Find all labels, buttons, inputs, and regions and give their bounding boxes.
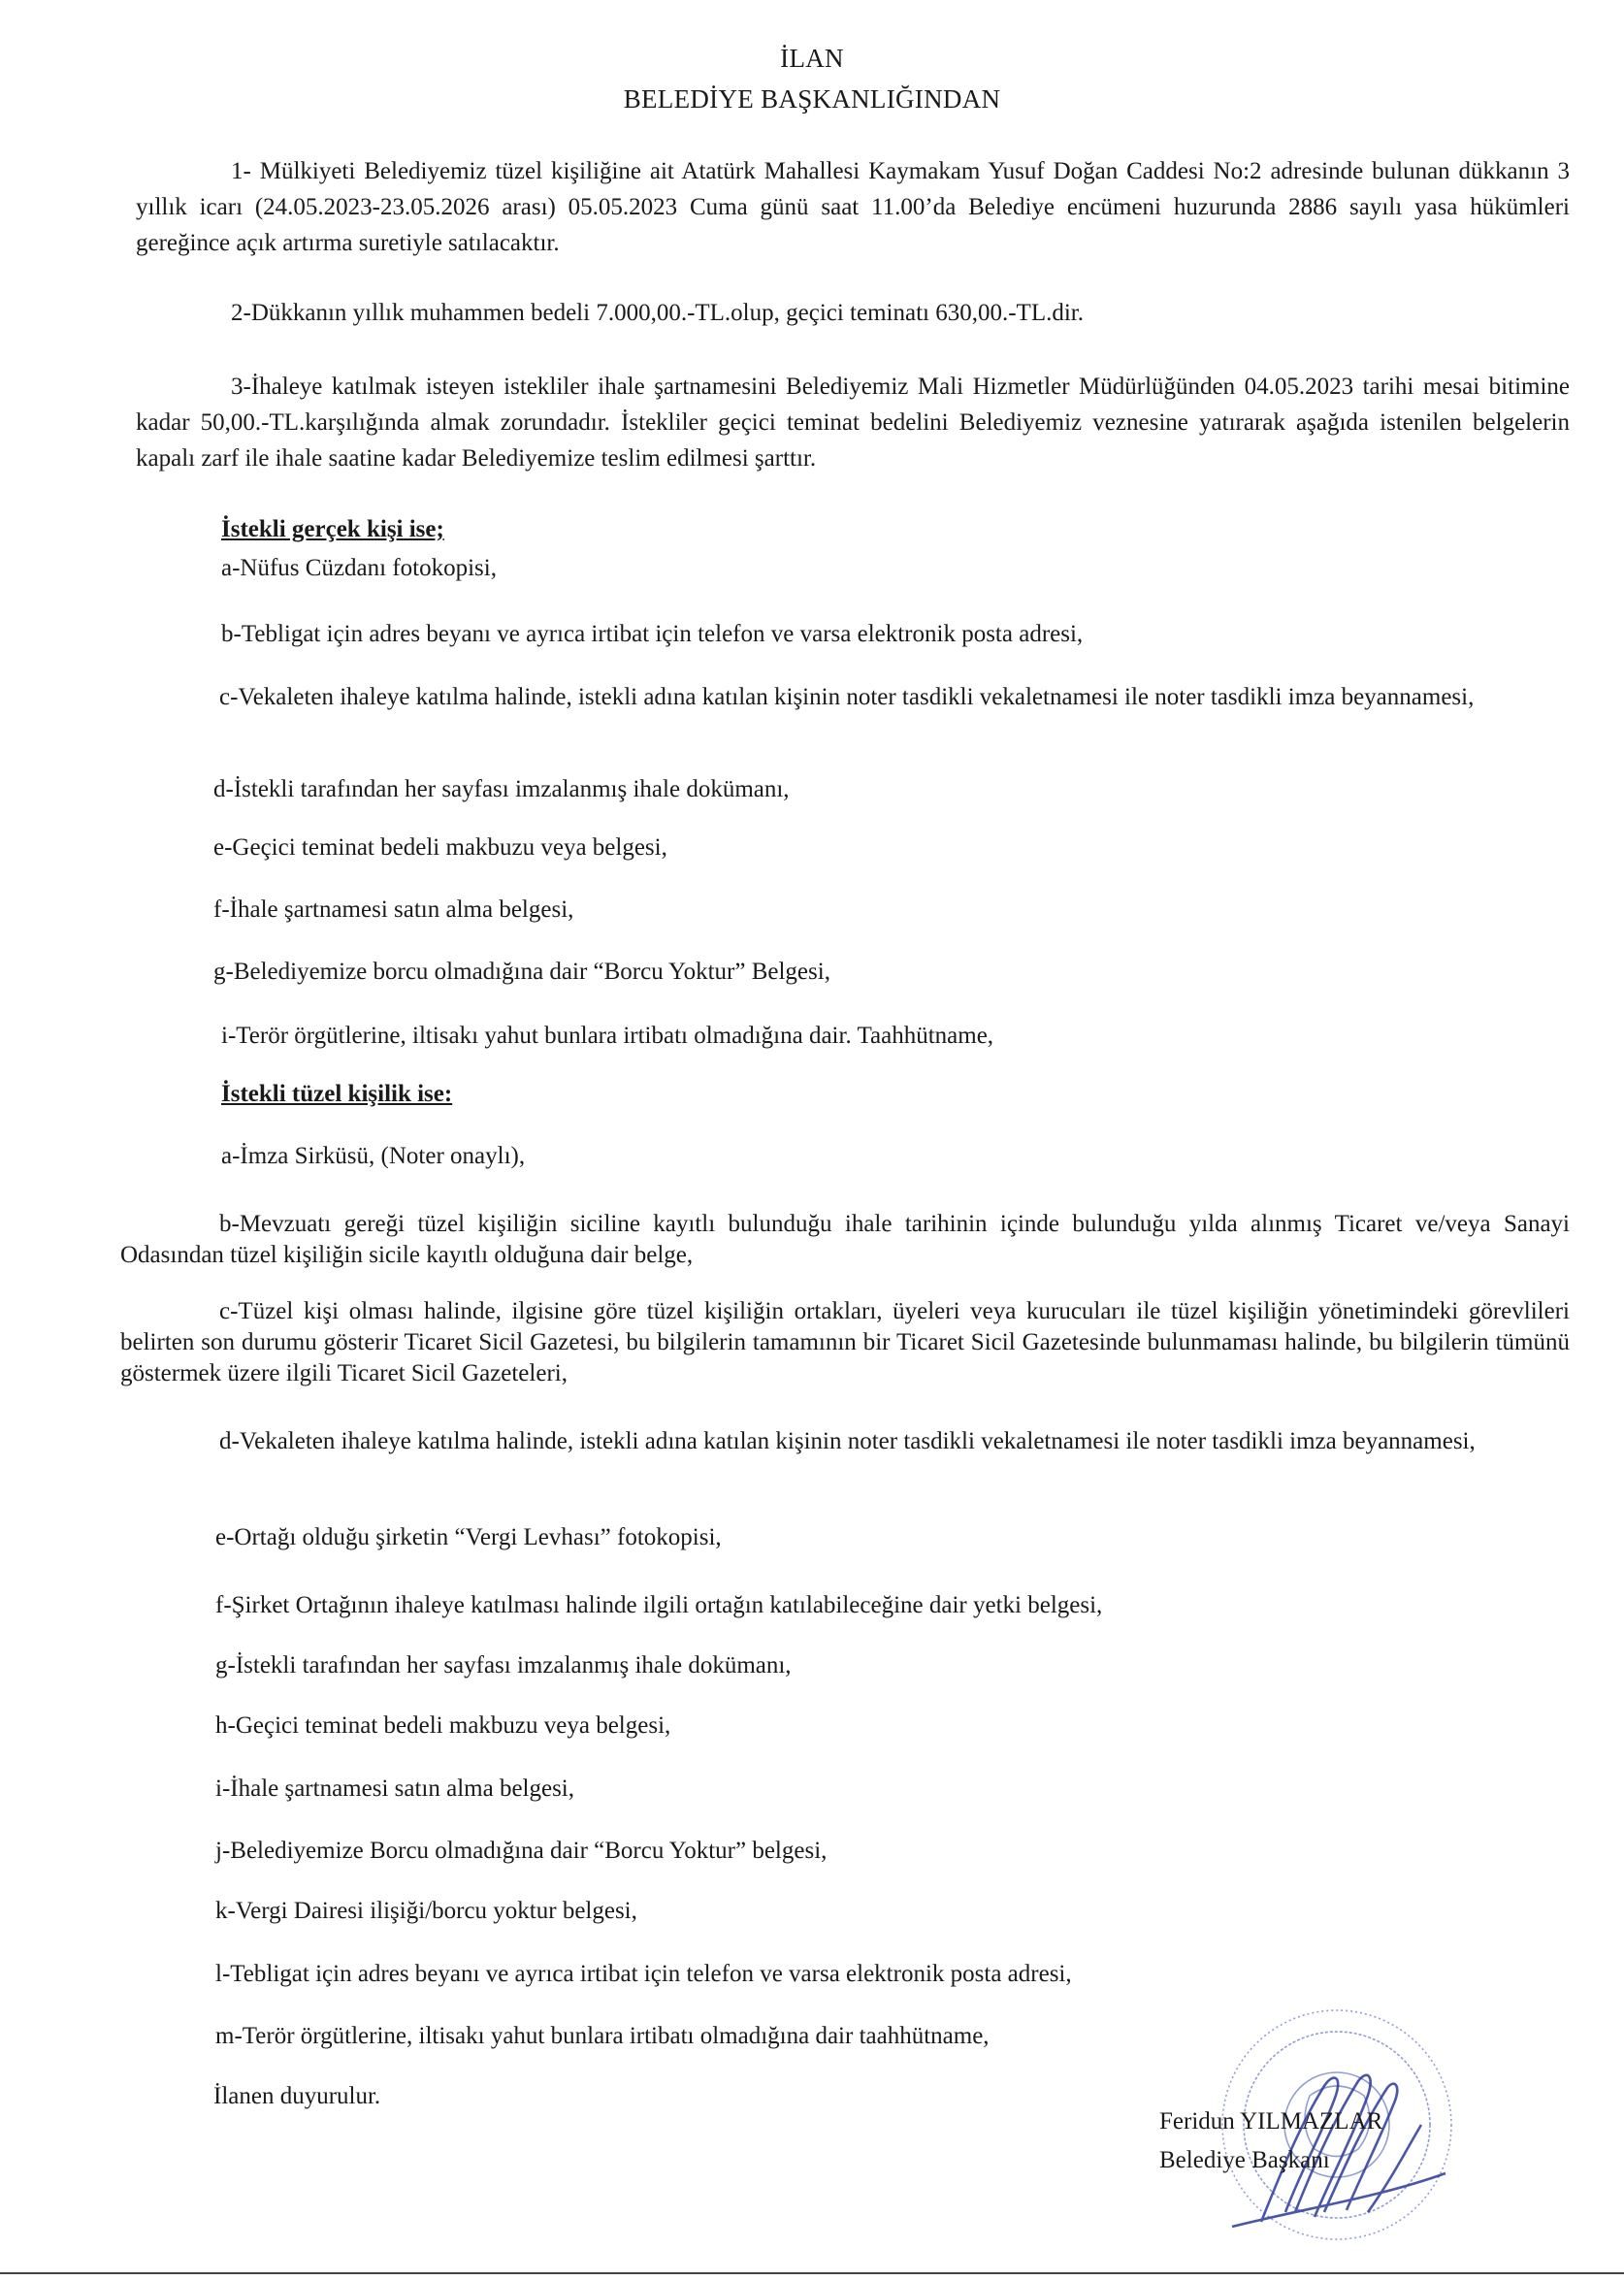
list-item: l-Tebligat için adres beyanı ve ayrıca irtibat için telefon ve varsa elektronik posta adresi, bbox=[215, 1961, 1072, 1987]
list-item: b-Mevzuatı gereği tüzel kişiliğin siciline kayıtlı bulunduğu ihale tarihinin içinde bulunduğu yılda alınmış Ticaret ve/veya Sanayi Odasından tüzel kişiliğin sicile kayıtlı olduğuna dair belge, bbox=[120, 1211, 1570, 1268]
list-item: k-Vergi Dairesi ilişiği/borcu yoktur belgesi, bbox=[215, 1898, 637, 1924]
list-item: c-Vekaleten ihaleye katılma halinde, istekli adına katılan kişinin noter tasdikli vekaletnamesi ile noter tasdikli imza beyannamesi, bbox=[219, 684, 1475, 710]
closing-statement: İlanen duyurulur. bbox=[213, 2083, 381, 2109]
list-item: i-Terör örgütlerine, iltisakı yahut bunlara irtibatı olmadığına dair. Taahhütname, bbox=[221, 1023, 994, 1049]
list-item: g-İstekli tarafından her sayfası imzalanmış ihale dokümanı, bbox=[215, 1652, 792, 1678]
paragraph-2: 2-Dükkanın yıllık muhammen bedeli 7.000,00.-TL.olup, geçici teminatı 630,00.-TL.dir. bbox=[231, 300, 1084, 326]
list-item: b-Tebligat için adres beyanı ve ayrıca irtibat için telefon ve varsa elektronik posta adresi, bbox=[221, 621, 1084, 647]
section-heading-real-person: İstekli gerçek kişi ise; bbox=[221, 516, 444, 542]
list-item: a-İmza Sirküsü, (Noter onaylı), bbox=[221, 1143, 526, 1169]
list-item: d-Vekaleten ihaleye katılma halinde, istekli adına katılan kişinin noter tasdikli vekaletnamesi ile noter tasdikli imza beyannamesi, bbox=[219, 1428, 1476, 1454]
bottom-divider bbox=[0, 2272, 1624, 2274]
signatory-name: Feridun YILMAZLAR bbox=[1159, 2108, 1383, 2134]
list-item: i-İhale şartnamesi satın alma belgesi, bbox=[215, 1776, 575, 1802]
signatory-title: Belediye Başkanı bbox=[1159, 2147, 1330, 2173]
list-item: e-Ortağı olduğu şirketin “Vergi Levhası” fotokopisi, bbox=[215, 1524, 722, 1550]
list-item: j-Belediyemize Borcu olmadığına dair “Borcu Yoktur” belgesi, bbox=[215, 1838, 828, 1864]
document-title: İLAN bbox=[780, 44, 844, 73]
section-heading-legal-entity: İstekli tüzel kişilik ise: bbox=[221, 1081, 453, 1107]
list-item: d-İstekli tarafından her sayfası imzalanmış ihale dokümanı, bbox=[213, 776, 790, 802]
list-item: e-Geçici teminat bedeli makbuzu veya belgesi, bbox=[213, 834, 667, 861]
signature-block bbox=[1116, 1979, 1484, 2270]
list-item: g-Belediyemize borcu olmadığına dair “Borcu Yoktur” Belgesi, bbox=[213, 959, 830, 985]
list-item: a-Nüfus Cüzdanı fotokopisi, bbox=[221, 555, 497, 581]
list-item: f-İhale şartnamesi satın alma belgesi, bbox=[213, 896, 574, 923]
document-subtitle: BELEDİYE BAŞKANLIĞINDAN bbox=[623, 84, 1001, 114]
list-item: h-Geçici teminat bedeli makbuzu veya belgesi, bbox=[215, 1712, 671, 1739]
list-item: c-Tüzel kişi olması halinde, ilgisine göre tüzel kişiliğin ortakları, üyeleri veya kurucuları ile tüzel kişiliğin yönetimindeki görevlileri belirten son durumu gösterir Ticaret Sicil Gazetesi, bu bilgilerin tamamının bir Ticaret Sicil Gazetesinde bulunmaması halinde, bu bilgilerin tümünü göstermek üzere ilgili Ticaret Sicil Gazeteleri, bbox=[120, 1298, 1570, 1386]
paragraph-3: 3-İhaleye katılmak isteyen istekliler ihale şartnamesini Belediyemiz Mali Hizmetler Müdürlüğünden 04.05.2023 tarihi mesai bitimine kadar 50,00.-TL.karşılığında almak zorundadır. İstekliler geçici teminat bedelini Belediyemiz veznesine yatırarak aşağıda istenilen belgelerin kapalı zarf ile ihale saatine kadar Belediyemize teslim edilmesi şarttır. bbox=[136, 374, 1570, 472]
list-item: f-Şirket Ortağının ihaleye katılması halinde ilgili ortağın katılabileceğine dair yetki belgesi, bbox=[215, 1592, 1103, 1618]
list-item: m-Terör örgütlerine, iltisakı yahut bunlara irtibatı olmadığına dair taahhütname, bbox=[215, 2023, 990, 2049]
paragraph-1: 1- Mülkiyeti Belediyemiz tüzel kişiliğine ait Atatürk Mahallesi Kaymakam Yusuf Doğan Caddesi No:2 adresinde bulunan dükkanın 3 yıllık icarı (24.05.2023-23.05.2026 arası) 05.05.2023 Cuma günü saat 11.00’da Belediye encümeni huzurunda 2886 sayılı yasa hükümleri gereğince açık artırma suretiyle satılacaktır. bbox=[136, 158, 1570, 256]
